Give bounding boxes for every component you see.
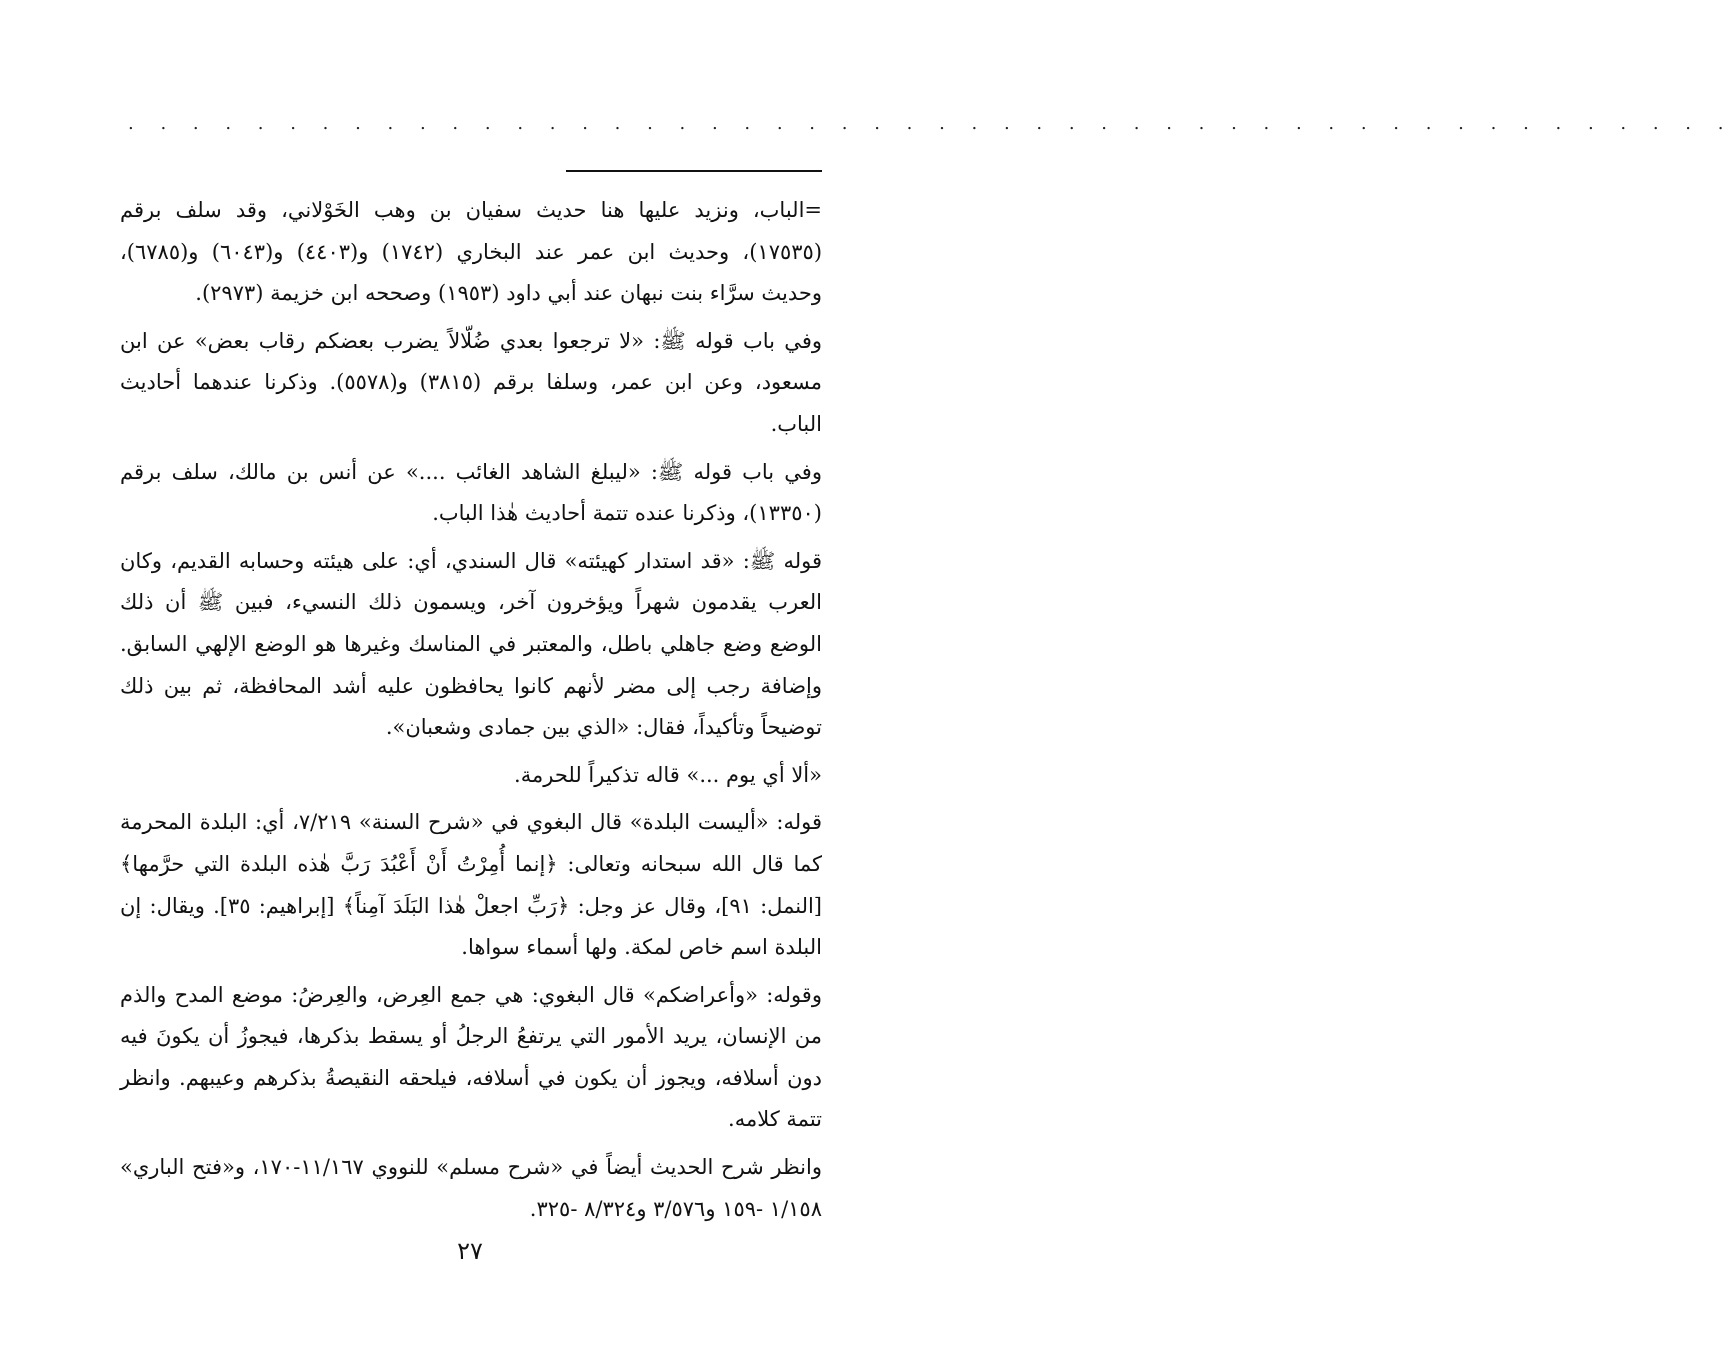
page-number: ٢٧: [457, 1237, 483, 1265]
footnote-text: [120, 190, 822, 1236]
footnote-rule: [566, 170, 822, 172]
paragraph-araadukum: وقوله: «وأعراضكم» قال البغوي: هي جمع العِرض، والعِرضُ: موضع المدح والذم من الإنسان، يريد الأمور التي يرتفعُ الرجلُ أو يسقط بذكرها، فيجوزُ أن يكونَ فيه دون أسلافه، ويجوز أن يكون في أسلافه، فيلحقه النقيصةُ بذكرهم وعيبهم. وانظر تتمة كلامه.: [120, 982, 822, 1132]
paragraph-al-baldah: قوله: «أليست البلدة» قال البغوي في «شرح السنة» ٧/٢١٩، أي: البلدة المحرمة كما قال الله سبحانه وتعالى: ﴿إنما أُمِرْتُ أَنْ أَعْبُدَ رَبَّ هٰذه البلدة التي حرَّمها﴾ [النمل: ٩١]، وقال عز وجل: ﴿رَبِّ اجعلْ هٰذا البَلَدَ آمِناً﴾ [إبراهيم: ٣٥]. ويقال: إن البلدة اسم خاص لمكة. ولها أسماء سواها.: [120, 810, 822, 960]
paragraph-ala-ayyu-yawm: «ألا أي يوم ...» قاله تذكيراً للحرمة.: [514, 762, 822, 787]
paragraph-liyuballigh: وفي باب قوله ﷺ: «ليبلغ الشاهد الغائب ....» عن أنس بن مالك، سلف برقم (١٣٣٥٠)، وذكرنا عنده تتمة أحاديث هٰذا الباب.: [120, 459, 822, 526]
paragraph-references: وانظر شرح الحديث أيضاً في «شرح مسلم» للنووي ١١/١٦٧-١٧٠، و«فتح الباري» ١/١٥٨ -١٥٩ و٣/٥٧٦ و٨/٣٢٤ -٣٢٥.: [120, 1155, 822, 1221]
paragraph-la-tarjiu: وفي باب قوله ﷺ: «لا ترجعوا بعدي ضُلّالاً يضرب بعضكم رقاب بعض» عن ابن مسعود، وعن ابن عمر، وسلفا برقم (٣٨١٥) و(٥٥٧٨). وذكرنا عندهما أحاديث الباب.: [120, 328, 823, 436]
paragraph-continuation: =الباب، ونزيد عليها هنا حديث سفيان بن وهب الخَوْلاني، وقد سلف برقم (١٧٥٣٥)، وحديث ابن عمر عند البخاري (١٧٤٢) و(٤٤٠٣) و(٦٠٤٣) و(٦٧٨٥)، وحديث سرَّاء بنت نبهان عند أبي داود (١٩٥٣) وصححه ابن خزيمة (٢٩٧٣).: [120, 198, 823, 306]
paragraph-istadara: قوله ﷺ: «قد استدار كهيئته» قال السندي، أي: على هيئته وحسابه القديم، وكان العرب يقدمون شهراً ويؤخرون آخر، ويسمون ذلك النسيء، فبين ﷺ أن ذلك الوضع وضع جاهلي باطل، والمعتبر في المناسك وغيرها هو الوضع الإلهي السابق. وإضافة رجب إلى مضر لأنهم كانوا يحافظون عليه أشد المحافظة، ثم بين ذلك توضيحاً وتأكيداً، فقال: «الذي بين جمادى وشعبان».: [120, 548, 822, 740]
dotted-separator: . . . . . . . . . . . . . . . . . . . . . . . . . . . . . . . . . . . . . . . . . . . . . . . . . .: [128, 113, 1734, 134]
